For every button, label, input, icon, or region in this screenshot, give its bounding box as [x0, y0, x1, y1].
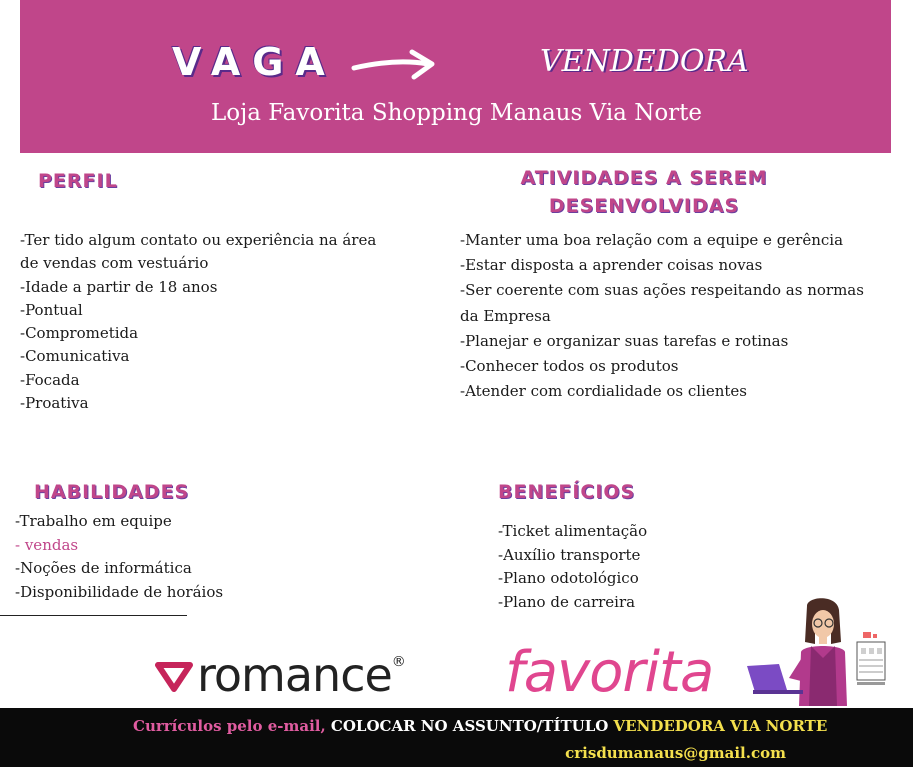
- list-item: -Plano de carreira: [498, 593, 636, 612]
- list-item: da Empresa: [460, 306, 551, 325]
- header-banner: [20, 0, 891, 153]
- list-item: -Ser coerente com suas ações respeitando as normas: [460, 281, 864, 300]
- contact-email: crisdumanaus@gmail.com: [565, 744, 786, 762]
- footer-position-text: VENDEDORA VIA NORTE: [613, 717, 828, 735]
- list-item: -Noções de informática: [15, 559, 192, 577]
- favorita-logo: favorita: [505, 640, 714, 705]
- beneficios-list: [498, 520, 647, 615]
- list-item: -Focada: [20, 370, 80, 389]
- list-item: de vendas com vestuário: [20, 254, 209, 273]
- list-item: -Conhecer todos os produtos: [460, 357, 679, 376]
- list-item: - vendas: [15, 535, 79, 554]
- beneficios-heading: BENEFÍCIOS: [498, 481, 636, 503]
- list-item: -Planejar e organizar suas tarefas e rotinas: [460, 331, 789, 350]
- romance-logo: [155, 648, 406, 702]
- list-item: -Comunicativa: [20, 347, 130, 366]
- romance-wordmark: romance: [197, 648, 392, 702]
- heart-v-icon: [155, 656, 193, 694]
- list-item: -Estar disposta a aprender coisas novas: [460, 256, 763, 275]
- footer-subject-text: COLOCAR NO ASSUNTO/TÍTULO: [325, 717, 614, 735]
- list-item: -Proativa: [20, 394, 89, 413]
- list-item: -Comprometida: [20, 324, 139, 343]
- list-item: -Manter uma boa relação com a equipe e gerência: [460, 231, 844, 249]
- list-item: -Trabalho em equipe: [15, 512, 172, 530]
- arrow-right-icon: [350, 44, 440, 84]
- atividades-list: [460, 228, 864, 404]
- list-item: -Auxílio transporte: [498, 545, 641, 564]
- list-item: -Pontual: [20, 300, 83, 319]
- list-item: -Disponibilidade de horáios: [15, 582, 224, 601]
- list-item: -Atender com cordialidade os clientes: [460, 382, 748, 401]
- habilidades-heading: HABILIDADES: [34, 481, 190, 503]
- footer-instructions: [133, 717, 827, 735]
- list-item: -Ter tido algum contato ou experiência na área: [20, 231, 377, 249]
- habilidades-list: [15, 510, 223, 604]
- list-item: -Plano odotológico: [498, 569, 639, 588]
- store-subtitle: Loja Favorita Shopping Manaus Via Norte: [210, 100, 703, 126]
- atividades-heading: [486, 164, 802, 220]
- position-title: VENDEDORA: [540, 44, 749, 79]
- divider: [0, 615, 187, 616]
- woman-laptop-illustration: [745, 596, 895, 706]
- atividades-heading-line1: ATIVIDADES A SEREM: [520, 167, 768, 189]
- atividades-heading-line2: DESENVOLVIDAS: [548, 195, 740, 217]
- vaga-title: VAGA: [172, 40, 337, 84]
- list-item: -Ticket alimentação: [498, 522, 648, 540]
- list-item: -Idade a partir de 18 anos: [20, 277, 218, 296]
- perfil-list: [20, 229, 376, 415]
- footer-cv-text: Currículos pelo e-mail,: [133, 717, 326, 735]
- perfil-heading: PERFIL: [38, 170, 118, 192]
- footer-bar: [0, 708, 913, 767]
- registered-mark: ®: [391, 654, 406, 670]
